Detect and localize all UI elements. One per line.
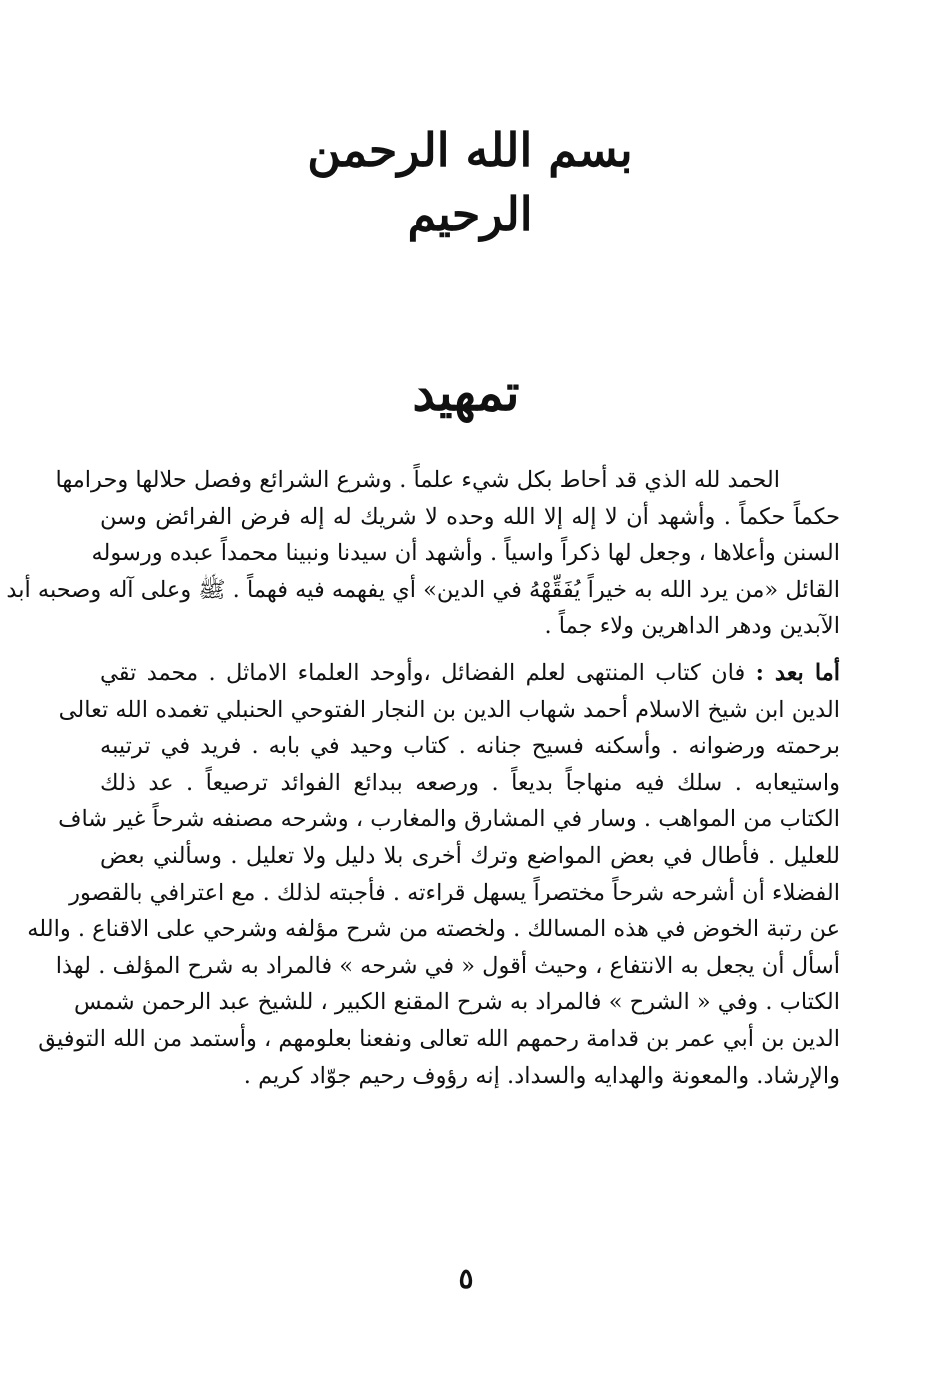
text-line: برحمته ورضوانه . وأسكنه فسيح جنانه . كتاب وحيد في بابه . فريد في ترتيبه [100,733,840,760]
text-line: الحمد لله الذي قد أحاط بكل شيء علماً . وشرع الشرائع وفصل حلالها وحرامها [55,467,780,493]
text-line: للعليل . فأطال في بعض المواضع وترك أخرى بلا دليل ولا تعليل . وسألني بعض [100,842,840,869]
paragraph-lead: أما بعد : [755,659,840,686]
paragraph-intro [6,462,840,645]
text-line-rest: فان كتاب المنتهى لعلم الفضائل ،وأوحد العلماء الاماثل . محمد تقي [100,659,746,686]
body-text [6,462,840,1094]
text-line: الكتاب من المواهب . وسار في المشارق والمغارب ، وشرحه مصنفه شرحاً غير شاف [58,806,840,833]
paragraph-main [27,655,840,1094]
text-line: أسأل أن يجعل به الانتفاع ، وحيث أقول « في شرحه » فالمراد به شرح المؤلف . لهذا [55,952,840,979]
text-line: الكتاب . وفي « الشرح » فالمراد به شرح المقنع الكبير ، للشيخ عبد الرحمن شمس [74,989,840,1016]
text-line: القائل «من يرد الله به خيراً يُفَقِّهْهُ في الدين» أي يفهمه فيه فهماً . ﷺ وعلى آله وصحبه أبد [6,576,840,603]
chapter-title: تمهيد [412,363,520,422]
text-line: الدين ابن شيخ الاسلام أحمد شهاب الدين بن النجار الفتوحي الحنبلي تغمده الله تعالى [58,696,840,723]
text-line: الدين بن أبي عمر بن قدامة رحمهم الله تعالى ونفعنا بعلومهم ، وأستمد من الله التوفيق [38,1025,840,1052]
text-line: عن رتبة الخوض في هذه المسالك . ولخصته من شرح مؤلفه وشرحي على الاقناع . والله [27,916,840,943]
text-line: الفضلاء أن أشرحه شرحاً مختصراً يسهل قراءته . فأجبته لذلك . مع اعترافي بالقصور [69,879,840,906]
paragraph-gap [100,645,840,655]
text-line: السنن وأعلاها ، وجعل لها ذكراً واسياً . وأشهد أن سيدنا ونبينا محمداً عبده ورسوله [91,540,840,567]
text-line: واستيعابه . سلك فيه منهاجاً بديعاً . ورصعه ببدائع الفوائد ترصيعاً . عد ذلك [100,769,840,796]
text-line: والإرشاد. والمعونة والهدايه والسداد. إنه رؤوف رحيم جوّاد كريم . [243,1062,840,1089]
text-line [100,655,840,692]
text-line: حكماً حكماً . وأشهد أن لا إله إلا الله وحده لا شريك له إله فرض الفرائض وسن [100,503,840,530]
page-number: ٥ [458,1262,474,1295]
text-line: الآبدين ودهر الداهرين ولاء جماً . [544,613,840,640]
basmala-heading: بسم الله الرحمن الرحيم [307,123,633,242]
